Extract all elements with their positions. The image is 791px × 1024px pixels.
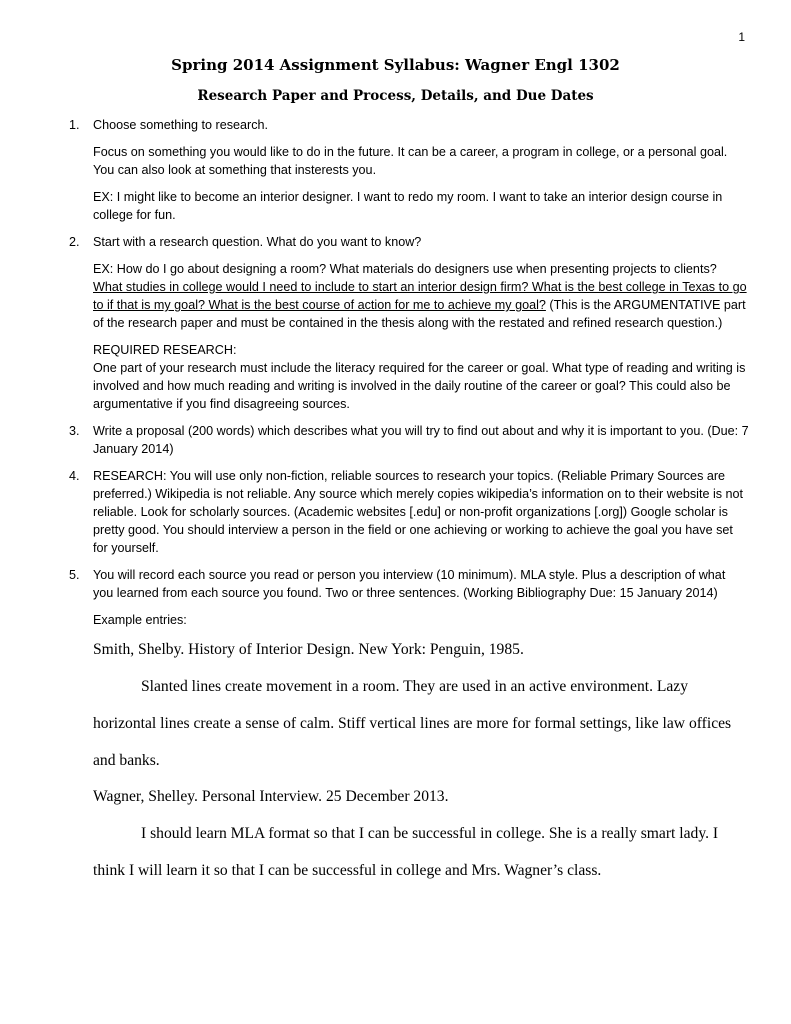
document-title: Spring 2014 Assignment Syllabus: Wagner Engl 1302 xyxy=(171,56,620,74)
item-lead: RESEARCH: You will use only non-fiction, reliable sources to research your topics. (Reliable Primary Sources are preferred.) Wikipedia is not reliable. Any source which merely copies wikipedia’s information on to their website is not reliable. Look for scholarly sources. (Academic websites [.edu] or non-profit organizations [.org]) Google scholar is pretty good. You should interview a person in the field or one achieving or working to achieve the goal you have set for yourself. xyxy=(93,469,744,555)
item-lead: Choose something to research. xyxy=(93,118,269,132)
item-lead: You will record each source you read or person you interview (10 minimum). MLA style. Plus a description of what you learned from each source you found. Two or three sentences. (Working Bibliography Due: 15 January 2014) xyxy=(93,568,726,600)
citation-summary: Slanted lines create movement in a room. They are used in an active environment. Lazy horizontal lines create a sense of calm. Stiff vertical lines are more for formal settings, like law offices and banks. xyxy=(93,678,732,769)
citation-entry: Wagner, Shelley. Personal Interview. 25 December 2013. xyxy=(93,788,449,805)
item-number: 1. xyxy=(69,118,80,132)
list-item-3 xyxy=(69,422,749,458)
citation-summary: I should learn MLA format so that I can be successful in college. She is a really smart lady. I think I will learn it so that I can be successful in college and Mrs. Wagner’s class. xyxy=(93,825,719,879)
example-entries xyxy=(93,638,749,889)
example-text: EX: How do I go about designing a room? What materials do designers use when presenting projects to clients? xyxy=(93,262,717,276)
list-item-4 xyxy=(69,467,749,557)
examples-label: Example entries: xyxy=(93,613,187,627)
list-item-2 xyxy=(69,233,749,413)
item-number: 4. xyxy=(69,469,80,483)
page-number: 1 xyxy=(738,30,745,44)
underlined-questions: What studies in college would I need to include to start an interior design firm? What is the best college in Texas to go to if that is my goal? What is the best course of action for me to achieve my goal? xyxy=(93,280,747,312)
document-subtitle: Research Paper and Process, Details, and Due Dates xyxy=(197,88,594,104)
list-item-1 xyxy=(69,116,749,224)
required-research xyxy=(93,341,749,413)
required-research-label: REQUIRED RESEARCH: xyxy=(93,343,237,357)
example-note: (This is the ARGUMENTATIVE part of the research paper and must be contained in the thesis along with the restated and refined research question.) xyxy=(93,298,746,330)
document-body xyxy=(69,116,749,898)
item-example: EX: I might like to become an interior designer. I want to redo my room. I want to take an interior design course in college for fun. xyxy=(93,190,723,222)
item-lead: Write a proposal (200 words) which describes what you will try to find out about and why it is important to you. (Due: 7 January 2014) xyxy=(93,424,749,456)
item-paragraph: Focus on something you would like to do in the future. It can be a career, a program in college, or a personal goal. You can also look at something that insterests you. xyxy=(93,145,728,177)
item-number: 3. xyxy=(69,424,80,438)
item-lead: Start with a research question. What do you want to know? xyxy=(93,235,422,249)
list-item-5 xyxy=(69,566,749,889)
citation-entry: Smith, Shelby. History of Interior Design. New York: Penguin, 1985. xyxy=(93,641,524,658)
item-example xyxy=(93,260,749,332)
item-number: 5. xyxy=(69,568,80,582)
required-research-text: One part of your research must include the literacy required for the career or goal. What type of reading and writing is involved and how much reading and writing is involved in the daily routine of the career or goal? This could also be argumentative if you find disagreeing sources. xyxy=(93,361,746,411)
item-number: 2. xyxy=(69,235,80,249)
